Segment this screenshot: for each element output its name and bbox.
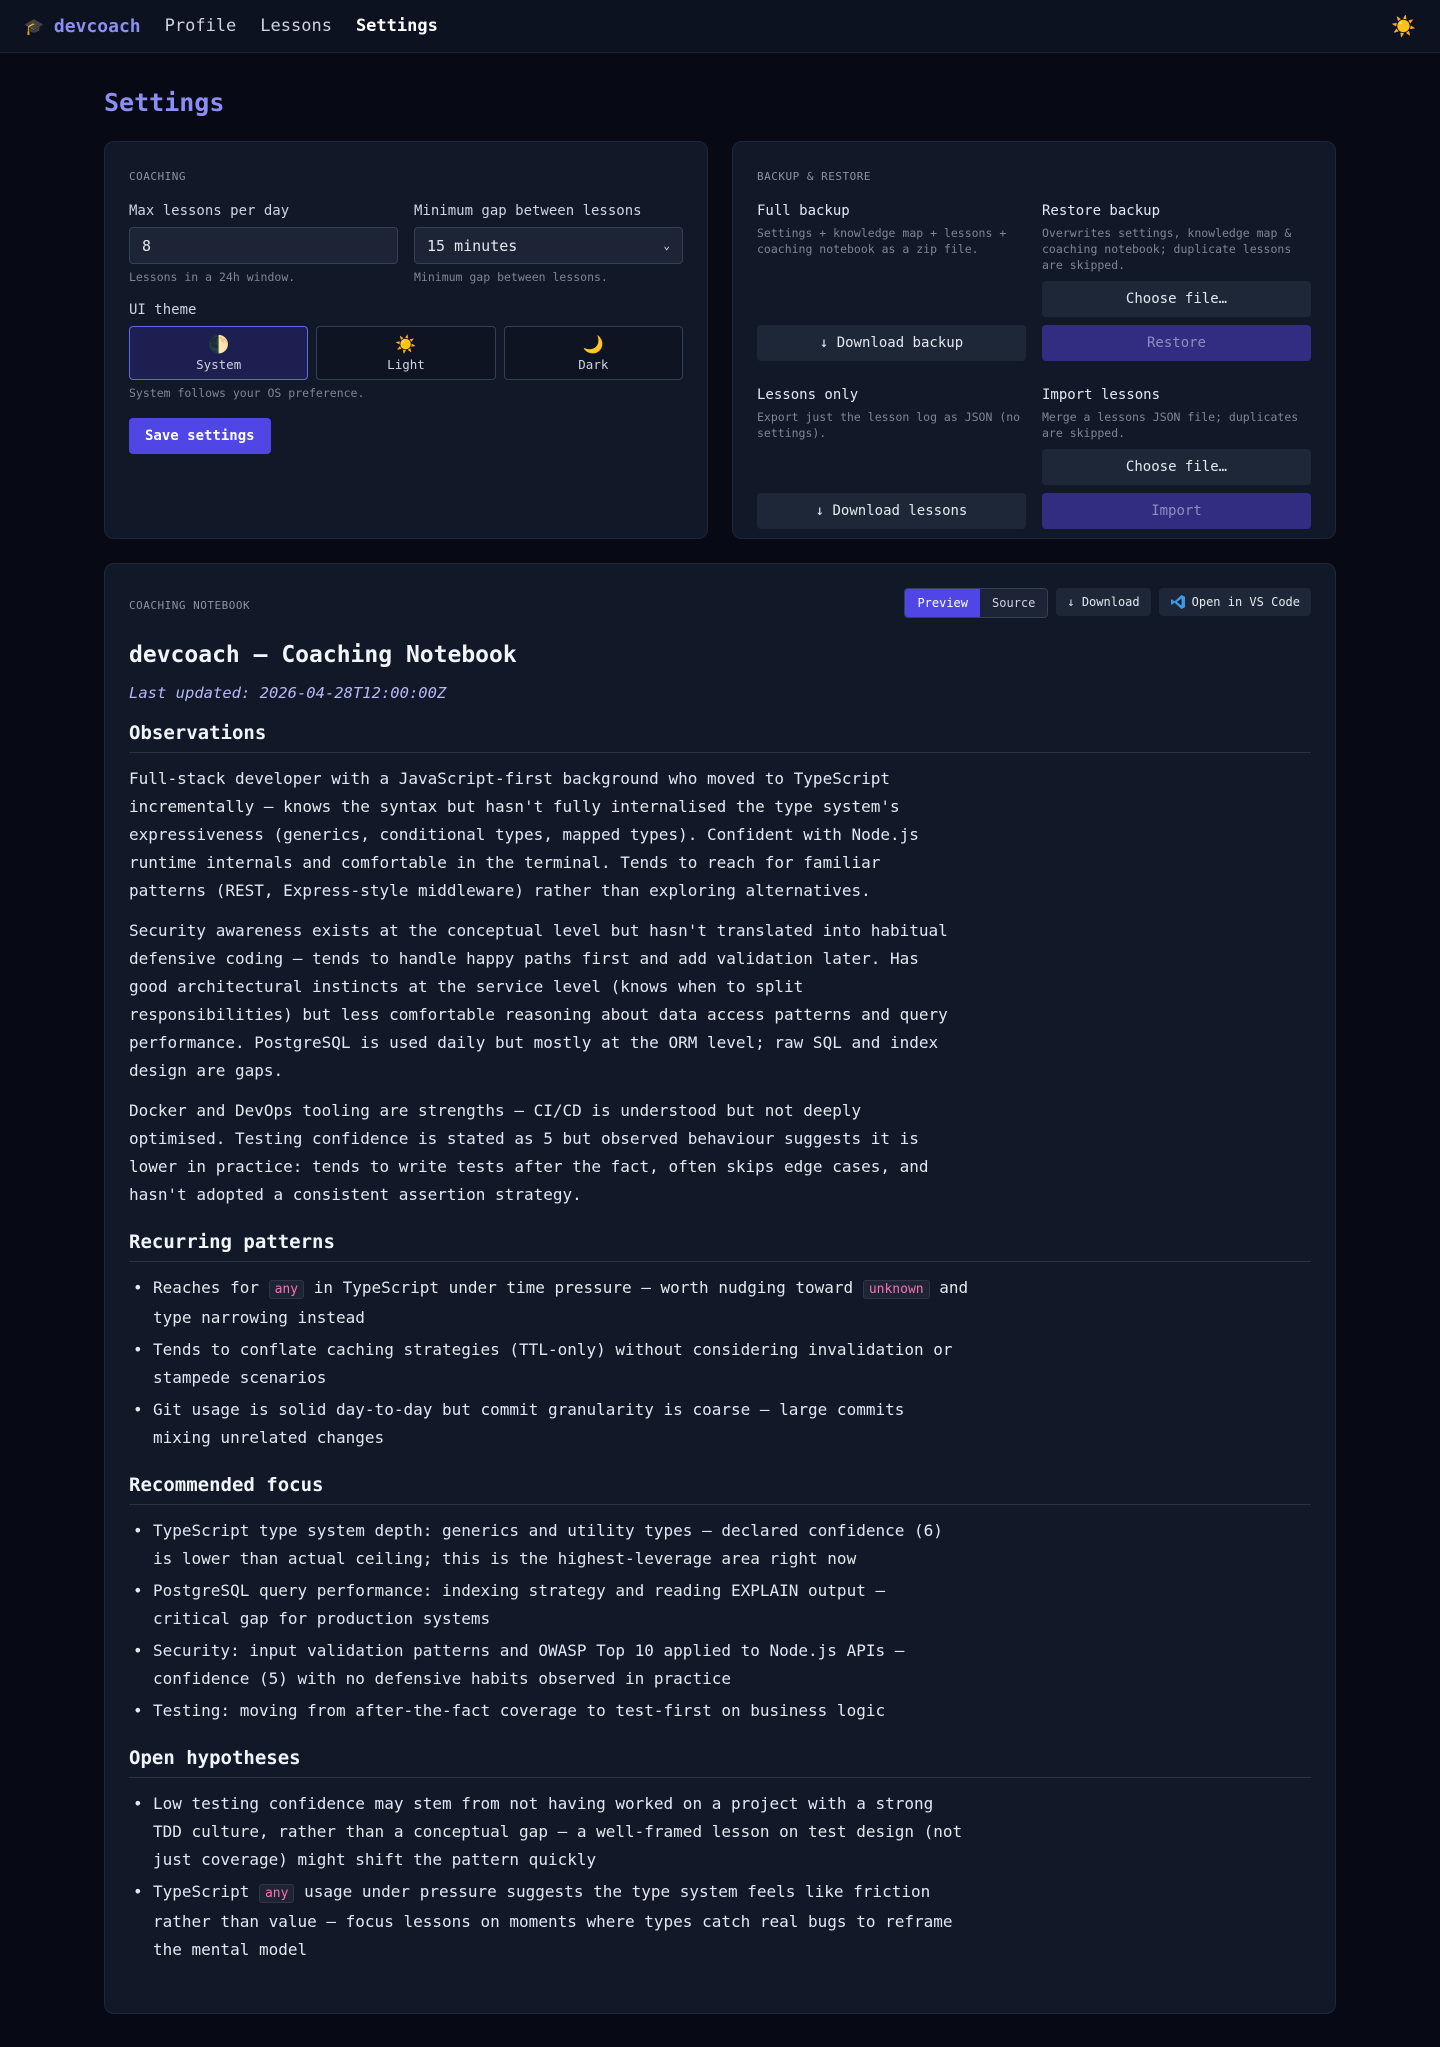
restore-button[interactable]: Restore (1042, 325, 1311, 361)
notebook-section-label: COACHING NOTEBOOK (129, 598, 251, 612)
lessons-only-title: Lessons only (757, 387, 859, 403)
max-lessons-hint: Lessons in a 24h window. (129, 270, 296, 284)
observations-heading: Observations (129, 722, 1311, 753)
top-nav (0, 0, 1440, 53)
import-lessons-desc: Merge a lessons JSON file; duplicates are skipped. (1042, 410, 1299, 440)
sun-icon[interactable]: ☀️ (1391, 14, 1416, 38)
full-backup-desc: Settings + knowledge map + lessons + coaching notebook as a zip file. (757, 226, 1007, 256)
lessons-only-block (757, 387, 1026, 529)
observation-paragraph: Docker and DevOps tooling are strengths — CI/CD is understood but not deeply optimised. Testing confidence is stated as 5 but observed behaviour suggests it is lower in practice: tends to write tests after the fact, often skips edge cases, and hasn't adopted a consistent assertion strategy. (129, 1101, 929, 1204)
list-item: • Git usage is solid day-to-day but commit granularity is coarse — large commits mixing unrelated changes (129, 1396, 969, 1452)
restore-backup-block (1042, 203, 1311, 361)
half-moon-icon: 🌓 (208, 334, 230, 355)
notebook-updated: Last updated: 2026-04-28T12:00:00Z (129, 684, 447, 702)
download-backup-button[interactable]: ↓ Download backup (757, 325, 1026, 361)
open-vscode-button[interactable] (1159, 588, 1311, 616)
inline-code: any (259, 1884, 294, 1903)
theme-hint: System follows your OS preference. (129, 386, 365, 400)
theme-option-label: System (196, 356, 242, 372)
notebook-title: devcoach — Coaching Notebook (129, 642, 517, 668)
restore-backup-desc: Overwrites settings, knowledge map & coaching notebook; duplicate lessons are skipped. (1042, 226, 1292, 272)
theme-option-system[interactable] (129, 326, 308, 380)
nav-link-settings[interactable]: Settings (355, 16, 438, 36)
nav-link-profile[interactable]: Profile (164, 16, 237, 36)
source-tab[interactable]: Source (980, 589, 1047, 617)
backup-card (732, 141, 1336, 539)
backup-section-label: BACKUP & RESTORE (757, 170, 871, 183)
focus-heading: Recommended focus (129, 1474, 1311, 1505)
list-item: • Testing: moving from after-the-fact coverage to test-first on business logic (129, 1697, 969, 1725)
notebook-card (104, 563, 1336, 2014)
chevron-down-icon: ⌄ (663, 239, 670, 252)
main-content (0, 53, 1440, 2014)
min-gap-value: 15 minutes (427, 236, 518, 255)
preview-tab[interactable]: Preview (905, 589, 980, 617)
import-choose-file-button[interactable]: Choose file… (1042, 449, 1311, 485)
observation-paragraph: Full-stack developer with a JavaScript-first background who moved to TypeScript incrementally — knows the syntax but hasn't fully internalised the type system's expressiveness (generics, conditional types, mapped types). Confident with Node.js runtime internals and comfortable in the terminal. Tends to reach for familiar patterns (REST, Express-style middleware) rather than exploring alternatives. (129, 769, 919, 900)
lessons-only-desc: Export just the lesson log as JSON (no settings). (757, 410, 1021, 440)
min-gap-field (414, 203, 683, 284)
list-item: • Low testing confidence may stem from not having worked on a project with a strong TDD culture, rather than a conceptual gap — a well-framed lesson on test design (not just coverage) might shift the pattern quickly (129, 1790, 969, 1874)
max-lessons-label: Max lessons per day (129, 203, 290, 219)
view-toggle (904, 588, 1048, 618)
page-title: Settings (104, 88, 225, 117)
theme-label: UI theme (129, 302, 197, 318)
sun-icon: ☀️ (395, 334, 417, 355)
inline-code: unknown (863, 1280, 930, 1299)
nav-link-lessons[interactable]: Lessons (260, 16, 332, 36)
open-vscode-label: Open in VS Code (1191, 595, 1300, 609)
theme-options (129, 326, 683, 380)
theme-option-label: Light (387, 356, 425, 372)
download-lessons-button[interactable]: ↓ Download lessons (757, 493, 1026, 529)
download-notebook-button[interactable]: ↓ Download (1056, 588, 1150, 616)
list-item: • PostgreSQL query performance: indexing strategy and reading EXPLAIN output — critical gap for production systems (129, 1577, 969, 1633)
min-gap-select[interactable] (414, 227, 683, 264)
restore-backup-title: Restore backup (1042, 203, 1161, 219)
focus-list (129, 1517, 1311, 1725)
list-item: • Tends to conflate caching strategies (TTL-only) without considering invalidation or stampede scenarios (129, 1336, 969, 1392)
theme-option-dark[interactable] (504, 326, 683, 380)
min-gap-hint: Minimum gap between lessons. (414, 270, 608, 284)
list-item: • Security: input validation patterns and OWASP Top 10 applied to Node.js APIs — confidence (5) with no defensive habits observed in practice (129, 1637, 969, 1693)
notebook-toolbar (904, 588, 1311, 618)
hypotheses-heading: Open hypotheses (129, 1747, 1311, 1778)
moon-icon: 🌙 (582, 334, 604, 355)
list-item: • TypeScript type system depth: generics and utility types — declared confidence (6) is lower than actual ceiling; this is the highest-leverage area right now (129, 1517, 969, 1573)
theme-option-label: Dark (578, 356, 609, 372)
coaching-section-label: COACHING (129, 170, 186, 183)
max-lessons-input[interactable]: 8 (129, 227, 398, 264)
vscode-icon (1170, 594, 1186, 610)
import-button[interactable]: Import (1042, 493, 1311, 529)
save-settings-button[interactable]: Save settings (129, 418, 271, 454)
coaching-card (104, 141, 708, 539)
list-item: • TypeScript any usage under pressure suggests the type system feels like friction rather than value — focus lessons on moments where types catch real bugs to reframe the mental model (129, 1878, 969, 1964)
list-item: • Reaches for any in TypeScript under time pressure — worth nudging toward unknown and type narrowing instead (129, 1274, 969, 1332)
brand-name[interactable]: devcoach (53, 15, 141, 37)
patterns-list (129, 1274, 1311, 1452)
full-backup-block (757, 203, 1026, 361)
max-lessons-field (129, 203, 398, 284)
brand[interactable] (24, 16, 141, 37)
inline-code: any (269, 1280, 304, 1299)
patterns-heading: Recurring patterns (129, 1231, 1311, 1262)
graduation-cap-icon: 🎓 (24, 16, 44, 36)
min-gap-label: Minimum gap between lessons (414, 203, 642, 219)
full-backup-title: Full backup (757, 203, 850, 219)
observation-paragraph: Security awareness exists at the conceptual level but hasn't translated into habitual defensive coding — tends to handle happy paths first and add validation later. Has good architectural instincts at the service level (knows when to split responsibilities) but less comfortable reasoning about data access patterns and query performance. PostgreSQL is used daily but mostly at the ORM level; raw SQL and index design are gaps. (129, 921, 948, 1080)
theme-option-light[interactable] (316, 326, 495, 380)
choose-file-button[interactable]: Choose file… (1042, 281, 1311, 317)
import-lessons-title: Import lessons (1042, 387, 1161, 403)
import-lessons-block (1042, 387, 1311, 529)
hypotheses-list (129, 1790, 1311, 1964)
